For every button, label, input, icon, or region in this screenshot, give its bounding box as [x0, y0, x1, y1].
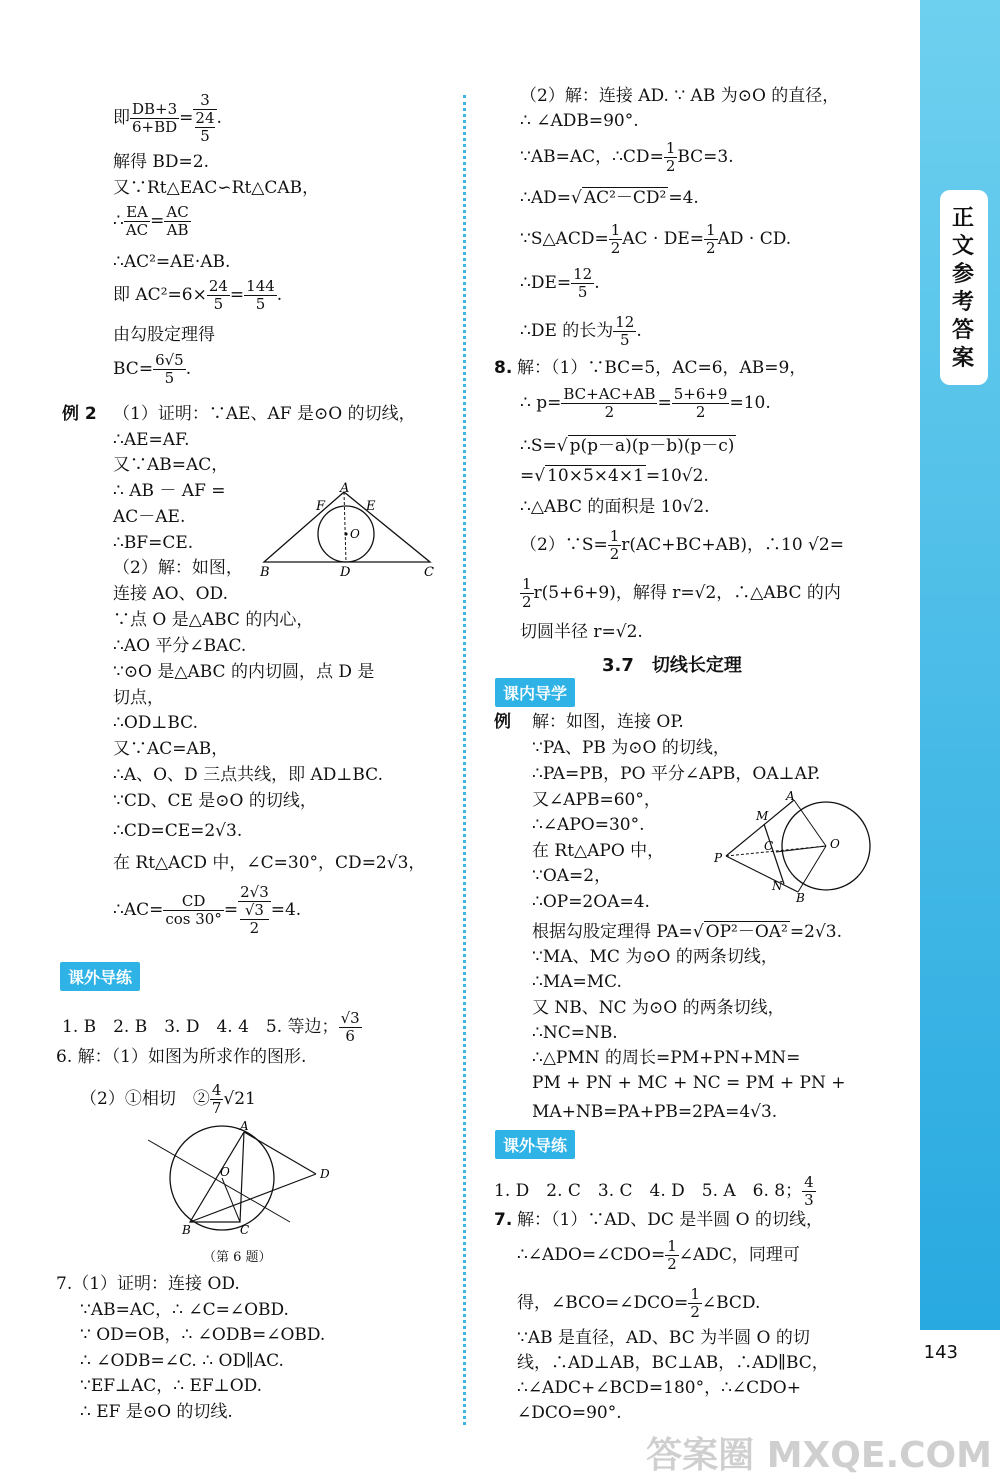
left-question-6: 6. 解：（1）如图为所求作的图形.	[56, 1047, 307, 1067]
right-line-10: ∴S=√ p(p－a)(p－b)(p－c)	[520, 436, 735, 456]
right-line-33: ∴∠ADO=∠CDO= $\frac{1}{2}$ ∠ADC，同理可	[517, 1237, 800, 1273]
left-question-7-line-e: ∴ EF 是⊙O 的切线.	[80, 1402, 233, 1422]
side-tab-title: 正文参考答案	[951, 206, 974, 371]
left-line-24: ∵CD、CE 是⊙O 的切线，	[113, 791, 317, 811]
left-question-7-line-b: ∵ OD=OB，∴ ∠ODB=∠OBD.	[80, 1325, 326, 1345]
left-line-14: ∴BF=CE.	[113, 533, 194, 553]
left-answers-1-5: 1. B 2. B 3. D 4. 4 5. 等边； $\frac{√3}{6}$	[62, 1009, 360, 1045]
left-question-7-line-d: ∵EF⊥AC，∴ EF⊥OD.	[80, 1376, 263, 1396]
section-tag-homework-right: 课外导练	[495, 1130, 575, 1159]
right-line-4: ∴AD=√ AC²－CD² =4.	[520, 188, 699, 208]
svg-text:O: O	[830, 837, 840, 851]
right-line-17: ∵PA、PB 为⊙O 的切线，	[532, 738, 730, 758]
figure-question-6	[140, 1118, 340, 1246]
right-line-27: 又 NB、NC 为⊙O 的两条切线，	[532, 998, 785, 1018]
section-tag-classwork: 课内导学	[495, 678, 575, 707]
figure-tangent-length	[712, 788, 877, 906]
right-line-31: MA+NB=PA+PB=2PA=4√3.	[532, 1102, 778, 1122]
question-8-label: 8.	[494, 358, 513, 378]
svg-text:C: C	[240, 1223, 250, 1237]
left-line-11: 又∵AB=AC，	[113, 455, 229, 475]
left-question-7-line-a: ∵AB=AC，∴ ∠C=∠OBD.	[80, 1300, 289, 1320]
right-line-22: ∵OA=2，	[532, 866, 612, 886]
page-number: 143	[923, 1342, 958, 1363]
svg-text:E: E	[366, 499, 376, 514]
left-line-5: ∴AC²=AE·AB.	[113, 252, 231, 272]
svg-text:M: M	[756, 809, 769, 823]
right-line-29: ∴△PMN 的周长=PM+PN+MN=	[532, 1048, 801, 1068]
watermark-logo: 答案圈 MXQE.COM	[646, 1435, 992, 1476]
left-line-3: 又∵Rt△EAC∽Rt△CAB，	[113, 178, 320, 198]
left-line-7: 由勾股定理得	[113, 325, 215, 345]
right-line-18: ∴PA=PB，PO 平分∠APB，OA⊥AP.	[532, 764, 821, 784]
right-line-13: （2）∵S= $\frac{1}{2}$ r(AC+BC+AB)，∴10 √2=	[520, 527, 844, 563]
left-line-1: 即 $\frac{DB+3}{6+BD}$ = 3 24 5 .	[113, 91, 222, 145]
right-line-28: ∴NC=NB.	[532, 1023, 618, 1043]
svg-text:B: B	[260, 565, 270, 580]
left-line-4: ∴ $\frac{EA}{AC}$ = $\frac{AC}{AB}$	[113, 203, 189, 239]
left-line-15: （2）解：如图，	[113, 558, 243, 578]
svg-text:C: C	[764, 839, 774, 853]
left-line-20: 切点，	[113, 688, 164, 708]
left-line-19: ∵⊙O 是△ABC 的内切圆，点 D 是	[113, 662, 375, 682]
question-7-label-right: 7.	[494, 1210, 513, 1230]
left-line-21: ∴OD⊥BC.	[113, 713, 198, 733]
right-line-11: =√ 10×5×4×1 =10√2.	[520, 466, 709, 486]
left-line-23: ∴A、O、D 三点共线，即 AD⊥BC.	[113, 765, 383, 785]
left-line-22: 又∵AC=AB，	[113, 739, 229, 759]
left-line-18: ∴AO 平分∠BAC.	[113, 636, 247, 656]
svg-text:D: D	[340, 565, 351, 580]
right-line-8: 解：（1）∵BC=5，AC=6，AB=9，	[517, 358, 807, 378]
right-line-12: ∴△ABC 的面积是 10√2.	[520, 497, 710, 517]
svg-text:A: A	[786, 789, 795, 803]
svg-text:A: A	[340, 482, 350, 496]
right-line-26: ∴MA=MC.	[532, 972, 622, 992]
right-line-30: PM + PN + MC + NC = PM + PN +	[532, 1073, 846, 1093]
svg-text:B: B	[182, 1223, 191, 1237]
section-tag-homework-left: 课外导练	[60, 962, 140, 991]
figure-6-caption: （第 6 题）	[203, 1250, 272, 1265]
right-line-37: ∴∠ADC+∠BCD=180°，∴∠CDO+	[517, 1378, 801, 1398]
svg-text:D: D	[320, 1167, 330, 1181]
left-question-6-part-2: （2）①相切 ② $\frac{4}{7}$ √21	[80, 1081, 256, 1117]
right-line-9: ∴ p= $\frac{BC+AC+AB}{2}$ = $\frac{5+6+9}{2}$ =10.	[520, 385, 771, 421]
right-line-36: 线，∴AD⊥AB，BC⊥AB，∴AD∥BC，	[517, 1353, 829, 1373]
left-line-25: ∴CD=CE=2√3.	[113, 821, 243, 841]
example-label: 例	[494, 712, 511, 732]
right-line-21: 在 Rt△APO 中，	[532, 841, 665, 861]
svg-text:O: O	[220, 1165, 230, 1179]
svg-text:O: O	[350, 527, 360, 541]
svg-text:N: N	[772, 879, 783, 893]
column-divider	[463, 95, 466, 1425]
left-line-16: 连接 AO、OD.	[113, 584, 228, 604]
right-line-35: ∵AB 是直径，AD、BC 为半圆 O 的切	[517, 1328, 810, 1348]
right-answers-1-6: 1. D 2. C 3. C 4. D 5. A 6. 8； $\frac{4}{3}$	[494, 1173, 814, 1209]
example-2-label: 例 2	[62, 404, 97, 424]
left-question-7-line-c: ∴ ∠ODB=∠C. ∴ OD∥AC.	[80, 1351, 284, 1371]
left-line-10: ∴AE=AF.	[113, 430, 190, 450]
right-line-32: 解：（1）∵AD、DC 是半圆 O 的切线，	[517, 1210, 824, 1230]
left-line-8: BC= $\frac{6√5}{5}$ .	[113, 351, 192, 387]
left-line-26: 在 Rt△ACD 中，∠C=30°，CD=2√3，	[113, 853, 426, 873]
right-line-16: 解：如图，连接 OP.	[532, 712, 684, 732]
left-line-12: ∴ AB － AF =	[113, 481, 226, 501]
right-line-14: $\frac{1}{2}$ r(5+6+9)，解得 r=√2，∴△ABC 的内	[522, 575, 841, 611]
right-line-1: （2）解：连接 AD. ∵ AB 为⊙O 的直径，	[520, 86, 840, 106]
right-line-20: ∴∠APO=30°.	[532, 815, 645, 835]
right-line-15: 切圆半径 r=√2.	[520, 622, 643, 642]
right-line-6: ∴DE= $\frac{12}{5}$ .	[520, 265, 600, 301]
svg-text:F: F	[316, 499, 326, 514]
left-line-2: 解得 BD=2.	[113, 152, 209, 172]
svg-text:B: B	[796, 891, 805, 905]
right-line-24: 根据勾股定理得 PA=√ OP²－OA² =2√3.	[532, 922, 843, 942]
left-line-6: 即 AC²=6× $\frac{24}{5}$ = $\frac{144}{5}$ .	[113, 277, 283, 313]
left-line-13: AC－AE.	[113, 507, 186, 527]
right-line-25: ∵MA、MC 为⊙O 的两条切线，	[532, 947, 778, 967]
svg-text:A: A	[240, 1119, 249, 1133]
left-question-7: 7.（1）证明：连接 OD.	[56, 1274, 240, 1294]
svg-text:P: P	[714, 851, 723, 865]
section-heading: 3.7 切线长定理	[602, 655, 742, 676]
right-line-38: ∠DCO=90°.	[517, 1403, 622, 1423]
right-line-7: ∴DE 的长为 $\frac{12}{5}$ .	[520, 313, 642, 349]
left-line-27: ∴AC= $\frac{CD}{\cos 30^\circ}$ = 2√3 √3 2 =4.	[113, 883, 302, 937]
right-line-34: 得，∠BCO=∠DCO= $\frac{1}{2}$ ∠BCD.	[517, 1285, 761, 1321]
right-line-23: ∴OP=2OA=4.	[532, 892, 650, 912]
svg-text:C: C	[424, 565, 434, 580]
right-line-19: 又∠APB=60°，	[532, 790, 661, 810]
left-line-17: ∵点 O 是△ABC 的内心，	[113, 610, 314, 630]
right-line-5: ∵S△ACD= $\frac{1}{2}$ AC · DE= $\frac{1}{2}$ AD · CD.	[520, 221, 792, 257]
left-line-9: （1）证明：∵AE、AF 是⊙O 的切线，	[113, 404, 416, 424]
figure-incircle-triangle	[258, 482, 438, 582]
right-line-3: ∵AB=AC，∴CD= $\frac{1}{2}$ BC=3.	[520, 139, 734, 175]
right-line-2: ∴ ∠ADB=90°.	[520, 111, 639, 131]
